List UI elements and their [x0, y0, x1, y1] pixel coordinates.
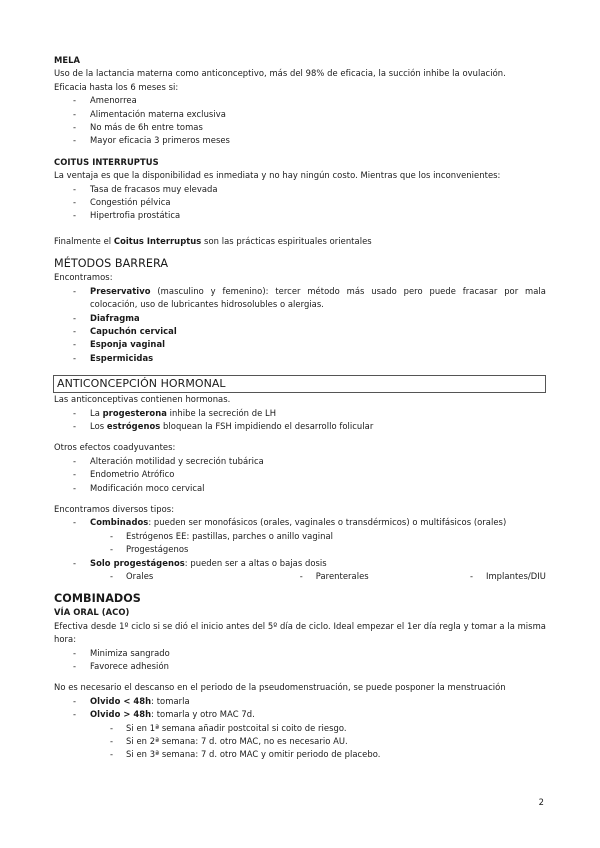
solo-list	[54, 557, 546, 570]
comb-text: : pueden ser monofásicos (orales, vaginales o transdérmicos) o multifásicos (orales)	[148, 517, 507, 528]
list-item: - Minimiza sangrado	[54, 647, 546, 660]
list-item-solo	[54, 557, 546, 570]
list-item: - Mayor eficacia 3 primeros meses	[54, 134, 546, 147]
hormonal-intro: Las anticonceptivas contienen hormonas.	[54, 394, 231, 405]
list-item	[54, 312, 546, 325]
mela-heading: MELA	[54, 55, 81, 65]
list-item	[54, 325, 546, 338]
comb-label: Combinados	[90, 517, 149, 528]
mela-text: Uso de la lactancia materna como anticonceptivo, más del 98% de eficacia, la succión inhibe la ovulación.	[54, 68, 506, 79]
coitus-final-bold: Coitus Interruptus	[113, 235, 202, 246]
list-item: - Tasa de fracasos muy elevada	[54, 183, 546, 196]
barrera-heading: MÉTODOS BARRERA	[54, 257, 169, 271]
otros-list	[54, 455, 546, 495]
list-item	[54, 338, 546, 351]
list-item: - Estrógenos EE: pastillas, parches o anillo vaginal	[54, 530, 546, 543]
olvido1-label: Olvido < 48h	[90, 695, 152, 706]
list-item: - Orales	[110, 570, 300, 583]
list-item-combinados	[54, 516, 546, 529]
list-item: - Congestión pélvica	[54, 196, 546, 209]
tipos-intro: Encontramos diversos tipos:	[54, 503, 175, 514]
list-item	[54, 352, 546, 365]
prog-pre: La	[90, 407, 103, 418]
list-item	[54, 420, 546, 433]
coitus-list	[54, 183, 546, 223]
document-page	[54, 54, 546, 762]
hormonal-heading: ANTICONCEPCIÓN HORMONAL	[53, 375, 546, 393]
solo-sublist	[54, 570, 546, 583]
coitus-final-post: son las prácticas espirituales orientales	[201, 235, 372, 246]
list-item: - Modificación moco cervical	[54, 482, 546, 495]
barrera-list	[54, 285, 546, 365]
tipos-list	[54, 516, 546, 529]
coitus-text: La ventaja es que la disponibilidad es inmediata y no hay ningún costo. Mientras que los inconvenientes:	[54, 170, 501, 181]
solo-label: Solo progestágenos	[90, 557, 185, 568]
list-item: - Amenorrea	[54, 94, 546, 107]
barrera-item: Capuchón cervical	[90, 325, 177, 336]
mela-efficacy: Eficacia hasta los 6 meses si:	[54, 81, 179, 92]
barrera-intro: Encontramos:	[54, 272, 113, 283]
list-item: - Favorece adhesión	[54, 660, 546, 673]
barrera-item: Esponja vaginal	[90, 339, 166, 350]
list-item: - No más de 6h entre tomas	[54, 121, 546, 134]
list-item	[54, 708, 546, 721]
list-item: - Implantes/DIU	[470, 570, 546, 583]
barrera-item: Espermicidas	[90, 352, 154, 363]
list-item	[54, 407, 546, 420]
prog-bold: progesterona	[102, 407, 167, 418]
olvido2-label: Olvido > 48h	[90, 709, 152, 720]
page-number: 2	[538, 797, 544, 807]
list-item: - Alteración motilidad y secreción tubárica	[54, 455, 546, 468]
list-item: - Progestágenos	[54, 543, 546, 556]
coitus-heading: COITUS INTERRUPTUS	[54, 156, 159, 167]
otros-intro: Otros efectos coadyuvantes:	[54, 442, 176, 453]
coitus-final	[54, 235, 546, 248]
list-item: - Si en 1ª semana añadir postcoital si coito de riesgo.	[54, 722, 546, 735]
list-item: - Parenterales	[300, 570, 470, 583]
olvido-list	[54, 695, 546, 722]
combinados-text: Efectiva desde 1º ciclo si se dió el inicio antes del 5º día de ciclo. Ideal empezar el 1er día regla y tomar a la misma hora:	[54, 620, 546, 645]
hormonal-list	[54, 407, 546, 434]
prog-post: inhibe la secreción de LH	[166, 407, 277, 418]
list-item: - Alimentación materna exclusiva	[54, 108, 546, 121]
descanso-text: No es necesario el descanso en el periodo de la pseudomenstruación, se puede posponer la menstruación	[54, 682, 506, 693]
list-item: - Hipertrofia prostática	[54, 209, 546, 222]
list-item: - Si en 2ª semana: 7 d. otro MAC, no es necesario AU.	[54, 735, 546, 748]
list-item: - Endometrio Atrófico	[54, 468, 546, 481]
preservativo-label: Preservativo	[90, 285, 151, 296]
list-item	[54, 695, 546, 708]
estr-bold: estrógenos	[106, 420, 161, 431]
combinados-heading: COMBINADOS	[54, 592, 141, 606]
combinados-list	[54, 647, 546, 674]
solo-text: : pueden ser a altas o bajas dosis	[184, 557, 327, 568]
olvido2-sublist	[54, 722, 546, 762]
list-item: - Si en 3ª semana: 7 d. otro MAC y omitir periodo de placebo.	[54, 748, 546, 761]
list-item-preservativo	[54, 285, 546, 312]
barrera-item: Diafragma	[90, 312, 140, 323]
mela-list	[54, 94, 546, 148]
estr-pre: Los	[90, 420, 107, 431]
olvido2-text: : tomarla y otro MAC 7d.	[151, 709, 255, 720]
via-oral-heading: VÍA ORAL (ACO)	[54, 607, 130, 618]
comb-sublist	[54, 530, 546, 557]
olvido1-text: : tomarla	[151, 695, 190, 706]
estr-post: bloquean la FSH impidiendo el desarrollo folicular	[160, 420, 374, 431]
coitus-final-pre: Finalmente el	[54, 235, 114, 246]
preservativo-text: (masculino y femenino): tercer método más usado pero puede fracasar por mala colocación, uso de lubricantes hidrosolubles o alergias.	[90, 285, 546, 310]
